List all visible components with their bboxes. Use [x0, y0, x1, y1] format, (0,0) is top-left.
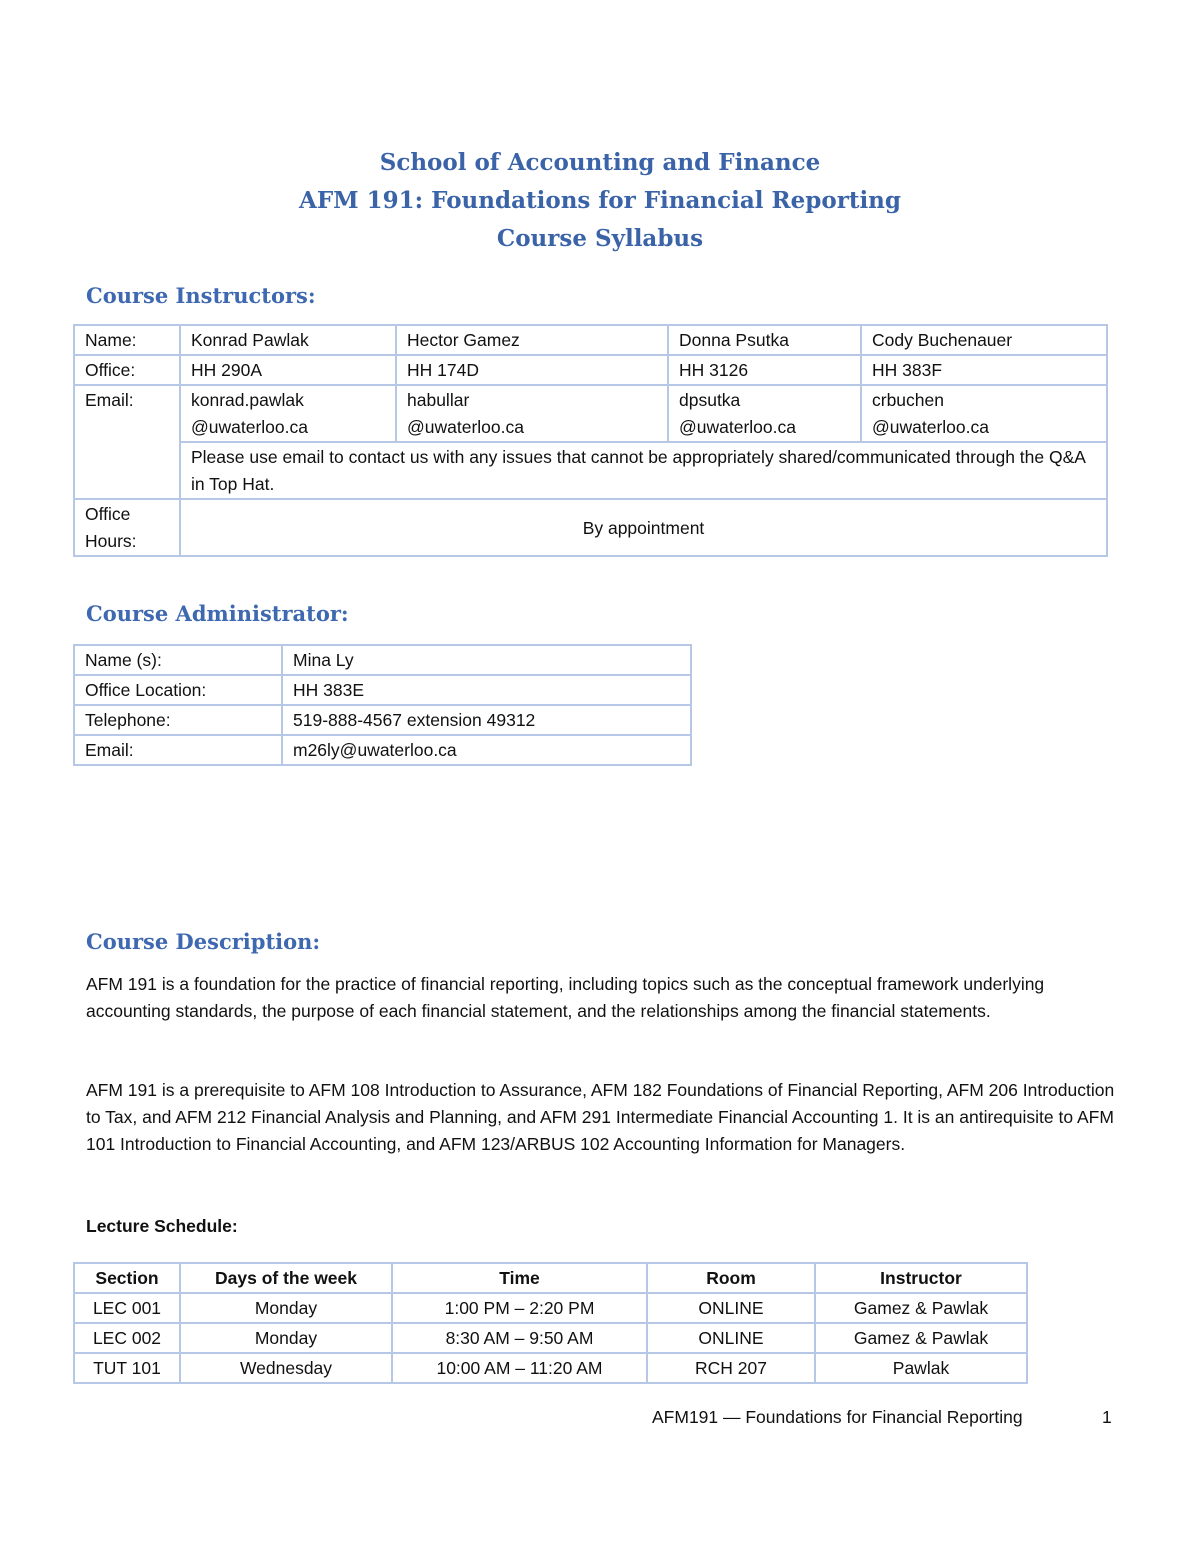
instructor-email — [180, 385, 396, 442]
course-title: AFM 191: Foundations for Financial Reporting — [299, 187, 901, 214]
table-cell: ONLINE — [647, 1323, 815, 1353]
instructors-heading: Course Instructors: — [86, 283, 316, 308]
table-cell: LEC 001 — [74, 1293, 180, 1323]
table-cell: 10:00 AM – 11:20 AM — [392, 1353, 647, 1383]
admin-label: Name (s): — [74, 645, 282, 675]
table-row — [74, 1353, 1027, 1383]
syllabus-title: Course Syllabus — [496, 225, 704, 252]
description-heading: Course Description: — [86, 929, 321, 954]
email-user: habullar — [407, 390, 470, 410]
admin-label: Telephone: — [74, 705, 282, 735]
table-cell: Gamez & Pawlak — [815, 1323, 1027, 1353]
email-domain: @uwaterloo.ca — [191, 417, 308, 437]
name-label: Name: — [74, 325, 180, 355]
page-footer — [652, 1404, 1112, 1430]
instructor-name: Donna Psutka — [668, 325, 861, 355]
table-cell: 8:30 AM – 9:50 AM — [392, 1323, 647, 1353]
table-cell: RCH 207 — [647, 1353, 815, 1383]
office-label: Office: — [74, 355, 180, 385]
email-note: Please use email to contact us with any issues that cannot be appropriately shared/communicated through the Q&A in Top Hat. — [180, 442, 1107, 499]
school-name: School of Accounting and Finance — [379, 149, 821, 176]
table-row — [74, 442, 1107, 499]
table-row — [74, 1323, 1027, 1353]
footer-text: AFM191 — Foundations for Financial Reporting — [652, 1407, 1023, 1427]
instructor-name: Hector Gamez — [396, 325, 668, 355]
email-user: crbuchen — [872, 390, 944, 410]
column-header: Days of the week — [180, 1263, 392, 1293]
table-row — [74, 355, 1107, 385]
lecture-schedule-table — [73, 1262, 1028, 1384]
email-user: konrad.pawlak — [191, 390, 304, 410]
table-cell: Gamez & Pawlak — [815, 1293, 1027, 1323]
table-row — [74, 675, 691, 705]
office-hours-label-line2: Hours: — [85, 531, 137, 551]
office-hours-label-line1: Office — [85, 504, 131, 524]
table-row — [74, 645, 691, 675]
table-row — [74, 705, 691, 735]
email-domain: @uwaterloo.ca — [679, 417, 796, 437]
column-header: Section — [74, 1263, 180, 1293]
table-cell: Wednesday — [180, 1353, 392, 1383]
office-hours-label — [74, 499, 180, 556]
admin-label: Office Location: — [74, 675, 282, 705]
instructor-office: HH 3126 — [668, 355, 861, 385]
email-domain: @uwaterloo.ca — [407, 417, 524, 437]
table-row — [74, 499, 1107, 556]
instructor-office: HH 383F — [861, 355, 1107, 385]
column-header: Room — [647, 1263, 815, 1293]
instructor-email — [396, 385, 668, 442]
instructor-email — [861, 385, 1107, 442]
instructors-table — [73, 324, 1108, 557]
column-header: Instructor — [815, 1263, 1027, 1293]
admin-value: Mina Ly — [282, 645, 691, 675]
administrator-table — [73, 644, 692, 766]
email-user: dpsutka — [679, 390, 741, 410]
table-cell: Pawlak — [815, 1353, 1027, 1383]
page-number: 1 — [1102, 1407, 1112, 1427]
table-header-row — [74, 1263, 1027, 1293]
table-cell: LEC 002 — [74, 1323, 180, 1353]
table-cell: TUT 101 — [74, 1353, 180, 1383]
instructor-office: HH 290A — [180, 355, 396, 385]
table-cell: ONLINE — [647, 1293, 815, 1323]
instructor-name: Cody Buchenauer — [861, 325, 1107, 355]
admin-value: HH 383E — [282, 675, 691, 705]
table-row — [74, 325, 1107, 355]
prerequisite-paragraph: AFM 191 is a prerequisite to AFM 108 Introduction to Assurance, AFM 182 Foundations of Financial Reporting, AFM 206 Introduction to Tax, and AFM 212 Financial Analysis and Planning, and AFM 291 Intermediate Financial Accounting 1. It is an antirequisite to AFM 101 Introduction to Financial Accounting, and AFM 123/ARBUS 102 Accounting Information for Managers. — [86, 1080, 1115, 1154]
table-row — [74, 385, 1107, 442]
email-label: Email: — [74, 385, 180, 499]
admin-label: Email: — [74, 735, 282, 765]
table-cell: Monday — [180, 1323, 392, 1353]
table-row — [74, 1293, 1027, 1323]
instructor-email — [668, 385, 861, 442]
instructor-name: Konrad Pawlak — [180, 325, 396, 355]
admin-value: 519-888-4567 extension 49312 — [282, 705, 691, 735]
table-cell: Monday — [180, 1293, 392, 1323]
admin-value: m26ly@uwaterloo.ca — [282, 735, 691, 765]
instructor-office: HH 174D — [396, 355, 668, 385]
table-cell: 1:00 PM – 2:20 PM — [392, 1293, 647, 1323]
office-hours-value: By appointment — [180, 499, 1107, 556]
lecture-schedule-label: Lecture Schedule: — [86, 1216, 238, 1236]
email-domain: @uwaterloo.ca — [872, 417, 989, 437]
administrator-heading: Course Administrator: — [86, 601, 349, 626]
table-row — [74, 735, 691, 765]
document-title — [0, 144, 1200, 258]
description-paragraph: AFM 191 is a foundation for the practice of financial reporting, including topics such as the conceptual framework underlying accounting standards, the purpose of each financial statement, and the relationships among the financial statements. — [86, 974, 1045, 1021]
column-header: Time — [392, 1263, 647, 1293]
